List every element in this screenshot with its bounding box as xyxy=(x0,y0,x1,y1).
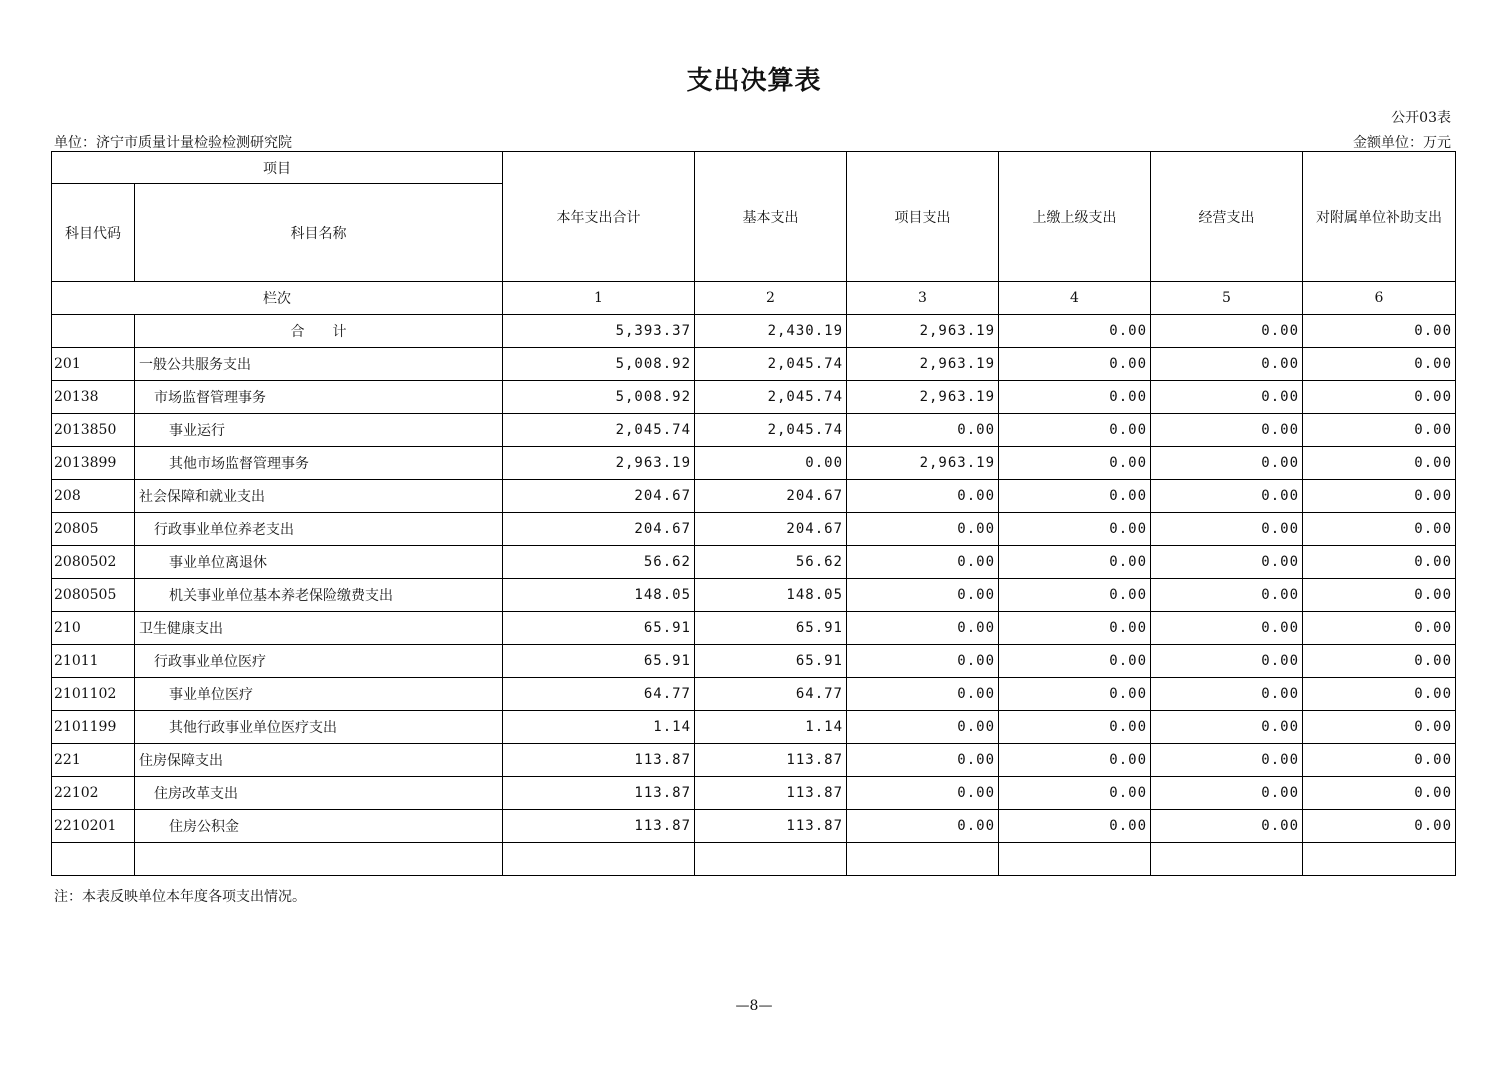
column-index-label: 栏次 xyxy=(52,282,503,315)
subject-name: 事业运行 xyxy=(135,414,503,447)
total-value: 0.00 xyxy=(999,315,1151,348)
amount-cell: 113.87 xyxy=(503,810,695,843)
amount-cell: 0.00 xyxy=(1151,678,1303,711)
amount-cell: 0.00 xyxy=(695,447,847,480)
total-value: 0.00 xyxy=(1151,315,1303,348)
subject-code: 2013850 xyxy=(52,414,135,447)
amount-cell: 0.00 xyxy=(847,711,999,744)
table-row xyxy=(52,645,1456,678)
amount-cell: 0.00 xyxy=(1151,546,1303,579)
amount-cell: 1.14 xyxy=(695,711,847,744)
table-row xyxy=(52,480,1456,513)
total-code-cell xyxy=(52,315,135,348)
subject-code: 21011 xyxy=(52,645,135,678)
amount-cell: 113.87 xyxy=(503,744,695,777)
subject-name: 机关事业单位基本养老保险缴费支出 xyxy=(135,579,503,612)
amount-cell: 0.00 xyxy=(1151,480,1303,513)
amount-cell: 0.00 xyxy=(847,414,999,447)
total-value: 5,393.37 xyxy=(503,315,695,348)
amount-cell: 0.00 xyxy=(999,480,1151,513)
amount-cell: 204.67 xyxy=(503,480,695,513)
amount-cell: 0.00 xyxy=(1303,579,1456,612)
amount-cell: 0.00 xyxy=(847,678,999,711)
amount-cell: 0.00 xyxy=(847,546,999,579)
expenditure-table xyxy=(51,151,1456,876)
amount-cell: 0.00 xyxy=(999,711,1151,744)
subject-code: 208 xyxy=(52,480,135,513)
table-row xyxy=(52,810,1456,843)
amount-cell: 0.00 xyxy=(847,513,999,546)
amount-cell: 1.14 xyxy=(503,711,695,744)
amount-cell: 0.00 xyxy=(999,381,1151,414)
amount-cell: 204.67 xyxy=(503,513,695,546)
amount-cell: 0.00 xyxy=(1303,546,1456,579)
amount-cell: 0.00 xyxy=(1303,612,1456,645)
table-row xyxy=(52,513,1456,546)
subject-code: 2101102 xyxy=(52,678,135,711)
subject-name: 事业单位离退休 xyxy=(135,546,503,579)
column-number: 5 xyxy=(1151,282,1303,315)
amount-cell: 0.00 xyxy=(1151,744,1303,777)
subject-code: 22102 xyxy=(52,777,135,810)
empty-cell xyxy=(52,843,135,876)
subject-code: 2080502 xyxy=(52,546,135,579)
amount-cell: 2,963.19 xyxy=(847,348,999,381)
subject-name: 住房公积金 xyxy=(135,810,503,843)
page-number: —8— xyxy=(735,998,773,1014)
column-number: 2 xyxy=(695,282,847,315)
amount-cell: 2,045.74 xyxy=(503,414,695,447)
amount-cell: 0.00 xyxy=(1151,579,1303,612)
amount-cell: 5,008.92 xyxy=(503,348,695,381)
amount-cell: 113.87 xyxy=(695,810,847,843)
table-row xyxy=(52,546,1456,579)
subject-name: 一般公共服务支出 xyxy=(135,348,503,381)
subject-name: 事业单位医疗 xyxy=(135,678,503,711)
subject-code: 221 xyxy=(52,744,135,777)
column-number: 4 xyxy=(999,282,1151,315)
amount-cell: 0.00 xyxy=(1151,414,1303,447)
header-business: 经营支出 xyxy=(1151,152,1303,282)
amount-cell: 0.00 xyxy=(999,447,1151,480)
amount-cell: 0.00 xyxy=(847,744,999,777)
subject-code: 20805 xyxy=(52,513,135,546)
amount-cell: 0.00 xyxy=(999,645,1151,678)
footnote: 注：本表反映单位本年度各项支出情况。 xyxy=(54,889,306,905)
amount-cell: 0.00 xyxy=(999,744,1151,777)
page-title: 支出决算表 xyxy=(686,66,822,96)
table-row xyxy=(52,744,1456,777)
subject-code: 2080505 xyxy=(52,579,135,612)
amount-cell: 0.00 xyxy=(1303,381,1456,414)
header-upper: 上缴上级支出 xyxy=(999,152,1151,282)
amount-cell: 56.62 xyxy=(503,546,695,579)
amount-cell: 2,963.19 xyxy=(847,447,999,480)
table-row xyxy=(52,381,1456,414)
table-code: 公开03表 xyxy=(1391,110,1451,126)
amount-cell: 204.67 xyxy=(695,513,847,546)
amount-cell: 65.91 xyxy=(503,612,695,645)
amount-cell: 2,045.74 xyxy=(695,348,847,381)
amount-cell: 2,963.19 xyxy=(847,381,999,414)
empty-cell xyxy=(503,843,695,876)
column-number: 1 xyxy=(503,282,695,315)
subject-name: 其他行政事业单位医疗支出 xyxy=(135,711,503,744)
subject-name: 行政事业单位养老支出 xyxy=(135,513,503,546)
amount-cell: 0.00 xyxy=(1151,711,1303,744)
amount-cell: 113.87 xyxy=(695,744,847,777)
amount-cell: 0.00 xyxy=(1303,348,1456,381)
empty-row xyxy=(52,843,1456,876)
amount-cell: 0.00 xyxy=(847,777,999,810)
amount-cell: 64.77 xyxy=(503,678,695,711)
amount-cell: 0.00 xyxy=(1151,612,1303,645)
table-row xyxy=(52,711,1456,744)
empty-cell xyxy=(847,843,999,876)
amount-cell: 0.00 xyxy=(1303,480,1456,513)
table-row xyxy=(52,777,1456,810)
amount-cell: 65.91 xyxy=(695,612,847,645)
amount-cell: 0.00 xyxy=(1151,810,1303,843)
header-name: 科目名称 xyxy=(135,184,503,282)
amount-cell: 0.00 xyxy=(1151,381,1303,414)
amount-cell: 0.00 xyxy=(1303,678,1456,711)
amount-cell: 0.00 xyxy=(1151,513,1303,546)
amount-unit-label: 金额单位：万元 xyxy=(1353,135,1451,151)
subject-code: 2210201 xyxy=(52,810,135,843)
amount-cell: 0.00 xyxy=(999,777,1151,810)
amount-cell: 0.00 xyxy=(999,414,1151,447)
amount-cell: 0.00 xyxy=(1303,810,1456,843)
amount-cell: 0.00 xyxy=(1303,447,1456,480)
amount-cell: 0.00 xyxy=(1303,645,1456,678)
column-index-row xyxy=(52,282,1456,315)
table-row xyxy=(52,348,1456,381)
amount-cell: 2,045.74 xyxy=(695,414,847,447)
amount-cell: 113.87 xyxy=(503,777,695,810)
amount-cell: 0.00 xyxy=(999,678,1151,711)
table-row xyxy=(52,414,1456,447)
subject-code: 2101199 xyxy=(52,711,135,744)
subject-code: 210 xyxy=(52,612,135,645)
amount-cell: 0.00 xyxy=(847,612,999,645)
amount-cell: 0.00 xyxy=(999,810,1151,843)
amount-cell: 0.00 xyxy=(847,579,999,612)
amount-cell: 0.00 xyxy=(999,612,1151,645)
amount-cell: 0.00 xyxy=(847,645,999,678)
header-project-expense: 项目支出 xyxy=(847,152,999,282)
subject-code: 2013899 xyxy=(52,447,135,480)
header-subsidy: 对附属单位补助支出 xyxy=(1303,152,1456,282)
header-code: 科目代码 xyxy=(52,184,135,282)
table-row xyxy=(52,612,1456,645)
total-value: 2,430.19 xyxy=(695,315,847,348)
subject-name: 市场监督管理事务 xyxy=(135,381,503,414)
amount-cell: 2,045.74 xyxy=(695,381,847,414)
amount-cell: 0.00 xyxy=(999,348,1151,381)
empty-cell xyxy=(999,843,1151,876)
unit-label: 单位：济宁市质量计量检验检测研究院 xyxy=(54,135,292,151)
header-basic: 基本支出 xyxy=(695,152,847,282)
subject-name: 社会保障和就业支出 xyxy=(135,480,503,513)
header-total: 本年支出合计 xyxy=(503,152,695,282)
subject-name: 卫生健康支出 xyxy=(135,612,503,645)
amount-cell: 204.67 xyxy=(695,480,847,513)
subject-name: 行政事业单位医疗 xyxy=(135,645,503,678)
subject-name: 住房改革支出 xyxy=(135,777,503,810)
total-value: 2,963.19 xyxy=(847,315,999,348)
amount-cell: 148.05 xyxy=(503,579,695,612)
table-row xyxy=(52,678,1456,711)
amount-cell: 0.00 xyxy=(999,579,1151,612)
amount-cell: 0.00 xyxy=(999,513,1151,546)
subject-code: 20138 xyxy=(52,381,135,414)
amount-cell: 0.00 xyxy=(1303,414,1456,447)
amount-cell: 0.00 xyxy=(999,546,1151,579)
empty-cell xyxy=(1151,843,1303,876)
amount-cell: 0.00 xyxy=(1151,447,1303,480)
amount-cell: 0.00 xyxy=(1303,744,1456,777)
amount-cell: 0.00 xyxy=(1151,777,1303,810)
total-value: 0.00 xyxy=(1303,315,1456,348)
amount-cell: 0.00 xyxy=(1303,711,1456,744)
subject-name: 住房保障支出 xyxy=(135,744,503,777)
amount-cell: 113.87 xyxy=(695,777,847,810)
amount-cell: 0.00 xyxy=(1303,777,1456,810)
amount-cell: 65.91 xyxy=(503,645,695,678)
amount-cell: 56.62 xyxy=(695,546,847,579)
empty-cell xyxy=(695,843,847,876)
amount-cell: 0.00 xyxy=(1303,513,1456,546)
total-label: 合 计 xyxy=(135,315,503,348)
amount-cell: 65.91 xyxy=(695,645,847,678)
header-project: 项目 xyxy=(52,152,503,184)
amount-cell: 2,963.19 xyxy=(503,447,695,480)
amount-cell: 0.00 xyxy=(1151,645,1303,678)
column-number: 6 xyxy=(1303,282,1456,315)
table-row xyxy=(52,447,1456,480)
amount-cell: 64.77 xyxy=(695,678,847,711)
amount-cell: 0.00 xyxy=(1151,348,1303,381)
total-row xyxy=(52,315,1456,348)
table-row xyxy=(52,579,1456,612)
empty-cell xyxy=(1303,843,1456,876)
amount-cell: 5,008.92 xyxy=(503,381,695,414)
subject-code: 201 xyxy=(52,348,135,381)
column-number: 3 xyxy=(847,282,999,315)
subject-name: 其他市场监督管理事务 xyxy=(135,447,503,480)
empty-cell xyxy=(135,843,503,876)
amount-cell: 148.05 xyxy=(695,579,847,612)
amount-cell: 0.00 xyxy=(847,810,999,843)
amount-cell: 0.00 xyxy=(847,480,999,513)
